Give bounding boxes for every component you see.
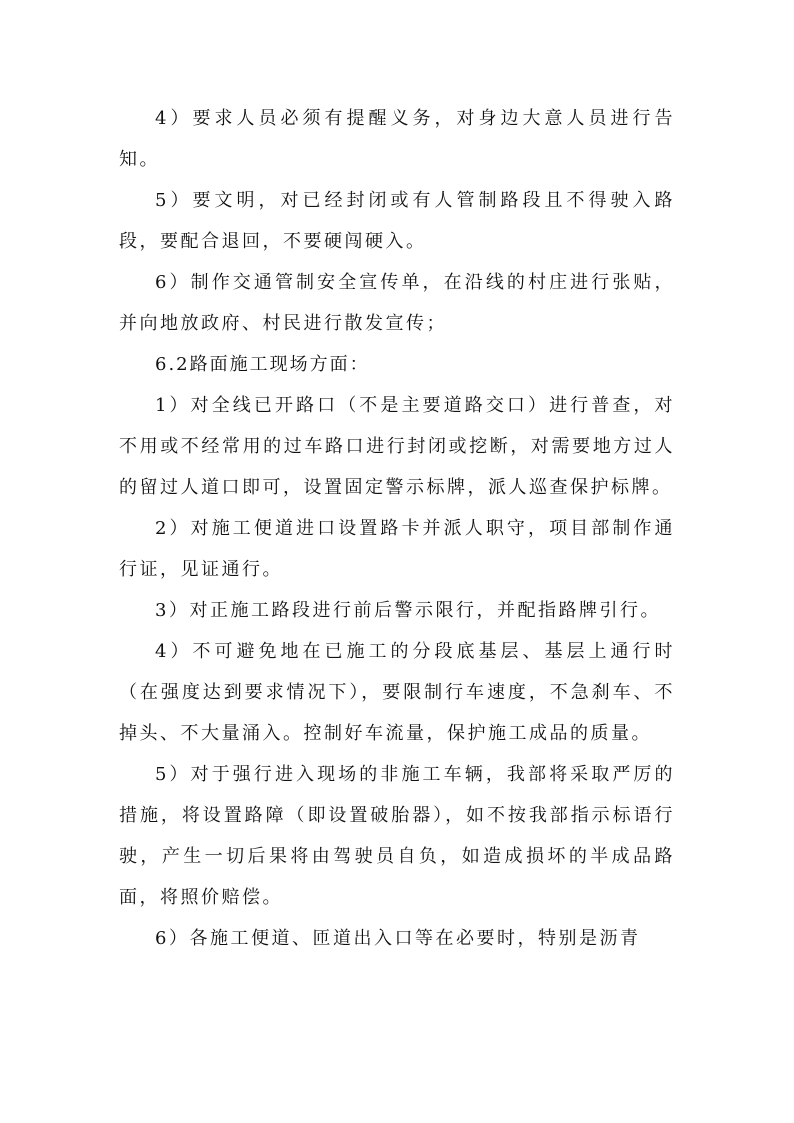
- paragraph-item-4-traffic-on-base: 4）不可避免地在已施工的分段底基层、基层上通行时（在强度达到要求情况下），要限制行车速度，不急刹车、不掉头、不大量涌入。控制好车流量，保护施工成品的质量。: [119, 641, 675, 744]
- paragraph-item-1-intersections: 1）对全线已开路口（不是主要道路交口）进行普查，对不用或不经常用的过车路口进行封闭或挖断，对需要地方过人的留过人道口即可，设置固定警示标牌，派人巡查保护标牌。: [119, 395, 675, 498]
- paragraph-item-6-entrances: 6）各施工便道、匝道出入口等在必要时，特别是沥青: [155, 928, 641, 949]
- paragraph-item-3-warning: 3）对正施工路段进行前后警示限行，并配指路牌引行。: [155, 600, 661, 621]
- paragraph-item-2-access-road: 2）对施工便道进口设置路卡并派人职守，项目部制作通行证，见证通行。: [119, 518, 675, 580]
- paragraph-item-5-civility: 5）要文明，对已经封闭或有人管制路段且不得驶入路段，要配合退回，不要硬闯硬入。: [119, 190, 675, 252]
- paragraph-item-5-unauthorized-vehicles: 5）对于强行进入现场的非施工车辆，我部将采取严厉的措施，将设置路障（即设置破胎器），如不按我部指示标语行驶，产生一切后果将由驾驶员自负，如造成损坏的半成品路面，将照价赔偿。: [119, 764, 675, 908]
- paragraph-item-4-reminder-duty: 4）要求人员必须有提醒义务，对身边大意人员进行告知。: [119, 108, 675, 170]
- paragraph-item-6-leaflets: 6）制作交通管制安全宣传单，在沿线的村庄进行张贴，并向地放政府、村民进行散发宣传；: [119, 272, 675, 334]
- section-heading-6-2: 6.2路面施工现场方面：: [155, 354, 370, 375]
- document-body: [119, 98, 675, 959]
